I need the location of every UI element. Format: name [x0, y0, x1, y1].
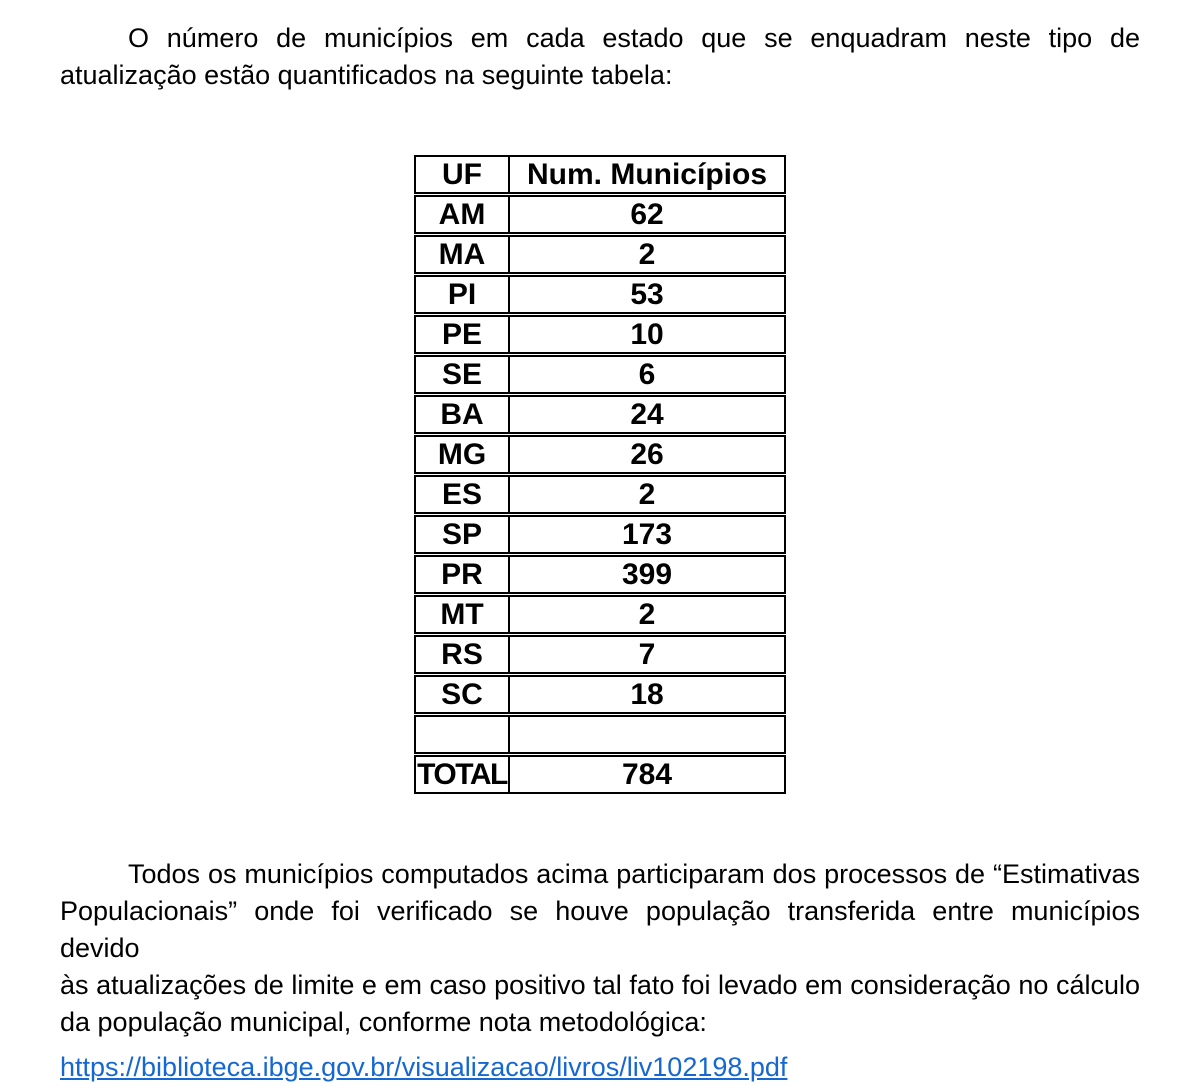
- num-municipios-cell: 26: [630, 437, 664, 471]
- uf-cell: RS: [416, 637, 510, 672]
- uf-cell: ES: [416, 477, 510, 512]
- uf-cell: SE: [416, 357, 510, 392]
- table-row: [414, 595, 786, 634]
- uf-cell: SC: [416, 677, 510, 712]
- text-line: Todos os municípios computados acima participaram dos processos de “Estimativas: [128, 859, 1140, 889]
- uf-cell: AM: [416, 197, 510, 232]
- num-municipios-cell: 18: [630, 677, 664, 711]
- uf-cell: SP: [416, 517, 510, 552]
- num-municipios-cell: 7: [638, 637, 656, 671]
- uf-cell: MT: [416, 597, 510, 632]
- table-row: [414, 355, 786, 394]
- uf-cell: PE: [416, 317, 510, 352]
- text-line: às atualizações de limite e em caso positivo tal fato foi levado em consideração no cálculo: [60, 970, 1140, 1000]
- text-line: O número de municípios em cada estado que se enquadram neste tipo de: [128, 23, 1140, 53]
- num-municipios-cell: 24: [630, 397, 664, 431]
- num-municipios-cell: 399: [621, 557, 673, 591]
- table-total-row: [414, 755, 786, 794]
- table-row: [414, 275, 786, 314]
- uf-cell: TOTAL: [416, 757, 510, 792]
- table-row: [414, 195, 786, 234]
- table-row: [414, 675, 786, 714]
- table-row: [414, 515, 786, 554]
- table-empty-row: [414, 715, 786, 754]
- num-municipios-cell: 6: [638, 357, 656, 391]
- num-municipios-cell: 173: [621, 517, 673, 551]
- num-municipios-cell: [510, 717, 784, 752]
- table-row: [414, 315, 786, 354]
- uf-cell: UF: [416, 157, 510, 192]
- num-municipios-cell: Num. Municípios: [527, 157, 767, 191]
- num-municipios-cell: 2: [638, 237, 656, 271]
- table-row: [414, 475, 786, 514]
- num-municipios-cell: 62: [630, 197, 664, 231]
- table-header-row: [414, 155, 786, 194]
- uf-cell: [416, 717, 510, 752]
- municipios-table: [414, 155, 786, 794]
- table-row: [414, 395, 786, 434]
- table-row: [414, 555, 786, 594]
- uf-cell: MA: [416, 237, 510, 272]
- methodology-link-line: [60, 1049, 1140, 1086]
- intro-paragraph: [60, 20, 1140, 94]
- uf-cell: BA: [416, 397, 510, 432]
- text-line: Populacionais” onde foi verificado se houve população transferida entre municípios devido: [60, 896, 1140, 963]
- table-row: [414, 235, 786, 274]
- num-municipios-cell: 2: [638, 597, 656, 631]
- table-row: [414, 635, 786, 674]
- num-municipios-cell: 53: [630, 277, 664, 311]
- text-line: atualização estão quantificados na seguinte tabela:: [60, 60, 673, 90]
- table-row: [414, 435, 786, 474]
- num-municipios-cell: 2: [638, 477, 656, 511]
- text-line: da população municipal, conforme nota metodológica:: [60, 1007, 707, 1037]
- uf-cell: MG: [416, 437, 510, 472]
- uf-cell: PR: [416, 557, 510, 592]
- uf-cell: PI: [416, 277, 510, 312]
- num-municipios-cell: 784: [621, 757, 673, 791]
- num-municipios-cell: 10: [630, 317, 664, 351]
- body-paragraph: [60, 856, 1140, 1041]
- methodology-link[interactable]: https://biblioteca.ibge.gov.br/visualizacao/livros/liv102198.pdf: [60, 1052, 788, 1082]
